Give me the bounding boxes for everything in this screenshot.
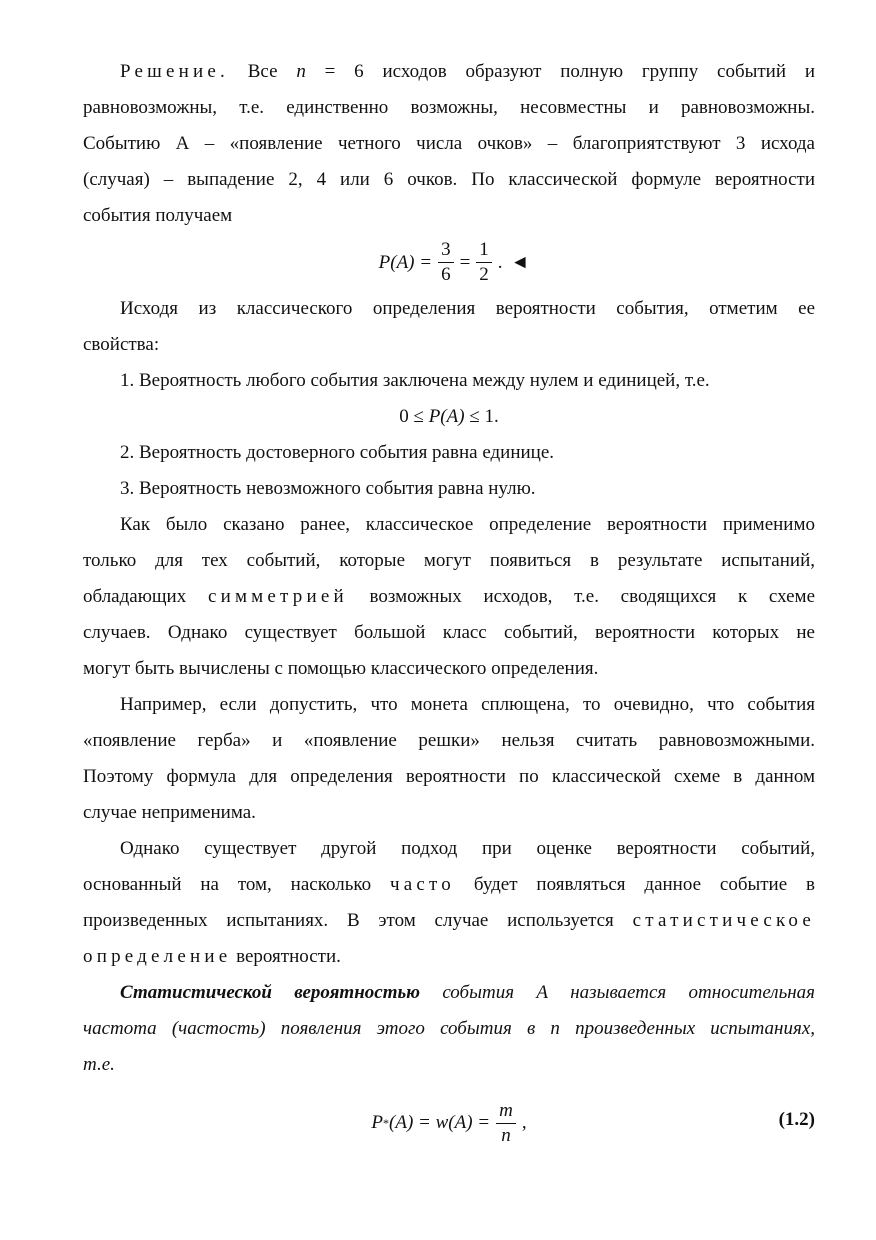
numerator: 1 bbox=[476, 238, 492, 263]
numerator: m bbox=[496, 1099, 516, 1124]
text-line bbox=[83, 975, 815, 1011]
text-line bbox=[83, 687, 815, 723]
text-line bbox=[83, 90, 815, 126]
text-segment: будет появляться данное событие в bbox=[455, 874, 815, 895]
text-segment: Как было сказано ранее, классическое определение вероятности применимо bbox=[120, 514, 815, 535]
text-segment: частота (частость) появления этого события в n произведенных испытаниях, bbox=[83, 1018, 815, 1039]
text-segment: случае неприменима. bbox=[83, 802, 256, 823]
text-segment: Все bbox=[228, 61, 297, 82]
text-block-properties bbox=[83, 291, 815, 399]
text-segment: Событию А – «появление четного числа очков» – благоприятствуют 3 исхода bbox=[83, 133, 815, 154]
fraction-1-2 bbox=[476, 238, 492, 287]
text-segment: 1. Вероятность любого события заключена между нулем и единицей, т.е. bbox=[120, 370, 710, 391]
text-segment: Решение. bbox=[120, 61, 229, 82]
text-block-solution bbox=[83, 54, 815, 234]
text-line bbox=[83, 867, 815, 903]
text-line bbox=[83, 795, 815, 831]
equals-sign: = bbox=[459, 251, 471, 273]
formula-rest: (A) = w(A) = bbox=[389, 1112, 491, 1133]
text-line bbox=[83, 831, 815, 867]
formula-probability-bounds bbox=[83, 399, 815, 435]
text-line bbox=[83, 198, 815, 234]
end-of-solution-triangle-icon: ◄ bbox=[510, 251, 530, 273]
text-segment: Однако существует другой подход при оценке вероятности событий, bbox=[120, 838, 815, 859]
formula-lhs: P(A) = bbox=[378, 251, 433, 273]
text-line bbox=[83, 759, 815, 795]
star-superscript: * bbox=[383, 1115, 390, 1130]
text-segment: вероятности. bbox=[231, 946, 341, 967]
text-line bbox=[83, 579, 815, 615]
comma: , bbox=[521, 1112, 527, 1133]
text-line bbox=[83, 723, 815, 759]
text-segment: часто bbox=[390, 874, 456, 895]
text-line bbox=[83, 651, 815, 687]
text-segment: произведенных испытаниях. В этом случае используется bbox=[83, 910, 633, 931]
text-segment: (случая) – выпадение 2, 4 или 6 очков. По классической формуле вероятности bbox=[83, 169, 815, 190]
text-segment: статистическое bbox=[632, 910, 815, 931]
denominator: n bbox=[501, 1124, 511, 1146]
text-segment: Статистической вероятностью bbox=[120, 982, 421, 1003]
formula-classical-probability bbox=[83, 234, 815, 291]
formula-mid: P(A) bbox=[428, 406, 465, 427]
text-segment: события А называется относительная bbox=[420, 982, 815, 1003]
text-line bbox=[83, 903, 815, 939]
fraction-3-6 bbox=[438, 238, 454, 287]
text-line bbox=[83, 1047, 815, 1083]
text-segment: события получаем bbox=[83, 205, 233, 226]
denominator: 2 bbox=[479, 264, 489, 285]
text-line bbox=[83, 543, 815, 579]
formula-lhs: P bbox=[371, 1112, 384, 1133]
document-page bbox=[83, 54, 815, 1155]
equation-number: (1.2) bbox=[778, 1109, 815, 1130]
formula-left: 0 ≤ bbox=[399, 406, 429, 427]
text-line bbox=[83, 1011, 815, 1047]
text-segment: симметрией bbox=[207, 586, 348, 607]
fraction-m-n bbox=[496, 1099, 516, 1148]
text-line bbox=[83, 471, 815, 507]
text-line bbox=[83, 162, 815, 198]
text-line bbox=[83, 126, 815, 162]
text-segment: «появление герба» и «появление решки» нельзя считать равновозможными. bbox=[83, 730, 815, 751]
text-segment: только для тех событий, которые могут появиться в результате испытаний, bbox=[83, 550, 815, 571]
text-segment: могут быть вычислены с помощью классического определения. bbox=[83, 658, 599, 679]
period: . bbox=[497, 251, 503, 273]
denominator: 6 bbox=[441, 264, 451, 285]
text-block-statistical bbox=[83, 435, 815, 1083]
text-line bbox=[83, 507, 815, 543]
text-line bbox=[83, 615, 815, 651]
text-segment: Исходя из классического определения вероятности события, отметим ее bbox=[120, 298, 815, 319]
text-segment: 2. Вероятность достоверного события равна единице. bbox=[120, 442, 555, 463]
text-segment: т.е. bbox=[83, 1054, 115, 1075]
text-segment: = 6 исходов образуют полную группу событий и bbox=[305, 61, 815, 82]
formula-statistical-probability bbox=[83, 1091, 815, 1155]
text-segment: случаев. Однако существует большой класс событий, вероятности которых не bbox=[83, 622, 815, 643]
text-segment: равновозможны, т.е. единственно возможны, несовместны и равновозможны. bbox=[83, 97, 815, 118]
text-segment: n bbox=[296, 61, 306, 82]
text-segment: свойства: bbox=[83, 334, 160, 355]
text-line bbox=[83, 54, 815, 90]
text-segment: возможных исходов, т.е. сводящихся к схеме bbox=[347, 586, 815, 607]
text-segment: Например, если допустить, что монета сплющена, то очевидно, что события bbox=[120, 694, 815, 715]
text-segment: основанный на том, насколько bbox=[83, 874, 391, 895]
text-line bbox=[83, 939, 815, 975]
text-line bbox=[83, 363, 815, 399]
text-segment: определение bbox=[83, 946, 232, 967]
text-line bbox=[83, 435, 815, 471]
formula-right: ≤ 1. bbox=[464, 406, 499, 427]
text-segment: 3. Вероятность невозможного события равна нулю. bbox=[120, 478, 536, 499]
text-segment: Поэтому формула для определения вероятности по классической схеме в данном bbox=[83, 766, 815, 787]
text-line bbox=[83, 291, 815, 327]
text-line bbox=[83, 327, 815, 363]
text-segment: обладающих bbox=[83, 586, 208, 607]
numerator: 3 bbox=[438, 238, 454, 263]
